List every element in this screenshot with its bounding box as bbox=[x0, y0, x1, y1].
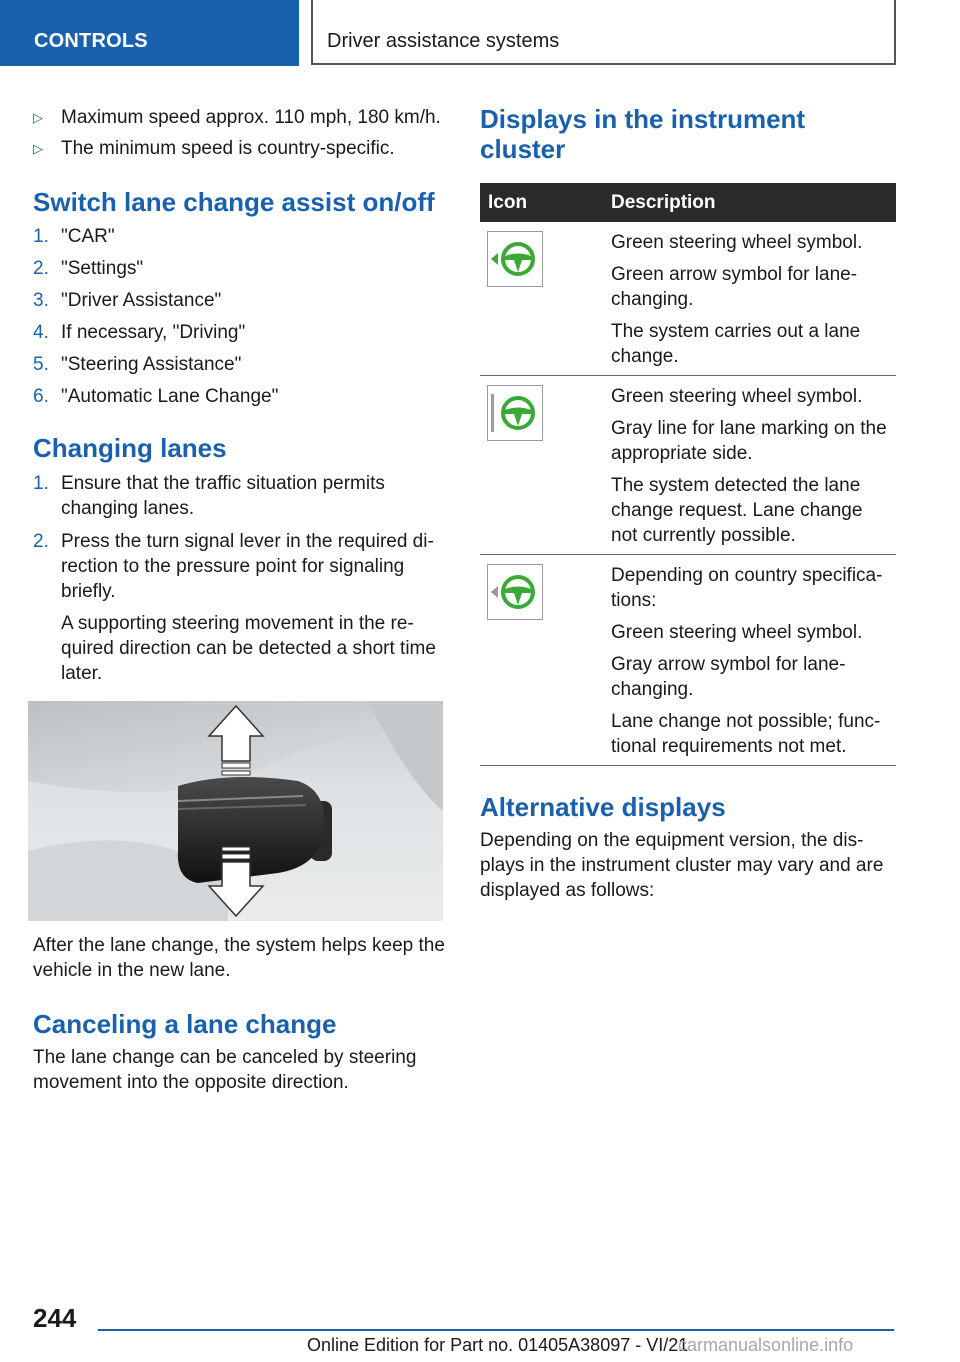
step-item-cont: changing lanes. bbox=[61, 498, 195, 519]
heading-switch-lane-change: Switch lane change assist on/off bbox=[33, 187, 435, 217]
row2-desc: appropriate side. bbox=[611, 443, 753, 464]
step-number: 1. bbox=[33, 473, 49, 494]
row1-desc: change. bbox=[611, 346, 679, 367]
step-number: 1. bbox=[33, 226, 49, 247]
cancel-text: The lane change can be canceled by steering bbox=[33, 1047, 417, 1068]
steering-wheel-arrow-gray-icon bbox=[487, 564, 543, 620]
alt-text-cont: plays in the instrument cluster may vary and are bbox=[480, 855, 884, 876]
step-note: A supporting steering movement in the re- bbox=[61, 613, 414, 634]
steering-wheel-arrow-green-icon bbox=[487, 231, 543, 287]
row1-desc: The system carries out a lane bbox=[611, 321, 861, 342]
table-row-divider bbox=[480, 554, 896, 555]
row3-desc: Green steering wheel symbol. bbox=[611, 622, 863, 643]
steering-wheel-lane-gray-icon bbox=[487, 385, 543, 441]
after-change-text: After the lane change, the system helps keep the bbox=[33, 935, 445, 956]
bullet-triangle-icon: ▷ bbox=[33, 110, 43, 125]
bullet-triangle-icon: ▷ bbox=[33, 141, 43, 156]
bullet-item: Maximum speed approx. 110 mph, 180 km/h. bbox=[61, 107, 441, 128]
heading-displays-cont: cluster bbox=[480, 134, 566, 164]
turn-signal-lever-illustration bbox=[28, 701, 443, 921]
step-item: Press the turn signal lever in the required di- bbox=[61, 531, 434, 552]
alt-text: Depending on the equipment version, the dis- bbox=[480, 830, 864, 851]
step-number: 2. bbox=[33, 531, 49, 552]
step-item: "Automatic Lane Change" bbox=[61, 386, 279, 407]
step-item: If necessary, "Driving" bbox=[61, 322, 246, 343]
row3-desc: tional requirements not met. bbox=[611, 736, 847, 757]
table-header-description: Description bbox=[611, 192, 716, 213]
row3-desc: changing. bbox=[611, 679, 694, 700]
step-item: "Steering Assistance" bbox=[61, 354, 242, 375]
step-item: "CAR" bbox=[61, 226, 115, 247]
alt-text-cont: displayed as follows: bbox=[480, 880, 655, 901]
step-number: 2. bbox=[33, 258, 49, 279]
footer-edition: Online Edition for Part no. 01405A38097 - VI/21 bbox=[307, 1335, 689, 1355]
step-item-cont: briefly. bbox=[61, 581, 116, 602]
watermark: carmanualsonline.info bbox=[678, 1335, 854, 1355]
step-number: 5. bbox=[33, 354, 49, 375]
row1-desc: Green steering wheel symbol. bbox=[611, 232, 863, 253]
heading-canceling-lane-change: Canceling a lane change bbox=[33, 1009, 337, 1039]
row1-desc: Green arrow symbol for lane- bbox=[611, 264, 858, 285]
step-note-cont: later. bbox=[61, 663, 103, 684]
row3-desc: Gray arrow symbol for lane- bbox=[611, 654, 846, 675]
table-header-icon: Icon bbox=[488, 192, 528, 213]
row3-desc: Depending on country specifica- bbox=[611, 565, 883, 586]
page-number: 244 bbox=[33, 1303, 77, 1333]
row3-desc: tions: bbox=[611, 590, 657, 611]
row3-desc: Lane change not possible; func- bbox=[611, 711, 881, 732]
bullet-item: The minimum speed is country-specific. bbox=[61, 138, 395, 159]
row2-desc: The system detected the lane bbox=[611, 475, 861, 496]
heading-changing-lanes: Changing lanes bbox=[33, 433, 227, 463]
cancel-text-cont: movement into the opposite direction. bbox=[33, 1072, 349, 1093]
step-number: 6. bbox=[33, 386, 49, 407]
row2-desc: Green steering wheel symbol. bbox=[611, 386, 863, 407]
step-item: "Driver Assistance" bbox=[61, 290, 222, 311]
row2-desc: Gray line for lane marking on the bbox=[611, 418, 887, 439]
turn-signal-lever-image bbox=[28, 701, 443, 921]
row2-desc: not currently possible. bbox=[611, 525, 796, 546]
table-header bbox=[480, 183, 896, 222]
step-item: Ensure that the traffic situation permits bbox=[61, 473, 385, 494]
heading-alternative-displays: Alternative displays bbox=[480, 792, 726, 822]
step-item: "Settings" bbox=[61, 258, 144, 279]
step-number: 3. bbox=[33, 290, 49, 311]
step-note-cont: quired direction can be detected a short time bbox=[61, 638, 436, 659]
row2-desc: change request. Lane change bbox=[611, 500, 863, 521]
after-change-text-cont: vehicle in the new lane. bbox=[33, 960, 231, 981]
chapter-title: Driver assistance systems bbox=[311, 0, 896, 65]
row1-desc: changing. bbox=[611, 289, 694, 310]
section-tab: CONTROLS bbox=[0, 0, 299, 66]
heading-displays: Displays in the instrument bbox=[480, 104, 806, 134]
table-row-divider bbox=[480, 375, 896, 376]
table-row-divider bbox=[480, 765, 896, 766]
step-item-cont: rection to the pressure point for signaling bbox=[61, 556, 405, 577]
step-number: 4. bbox=[33, 322, 49, 343]
footer-divider bbox=[98, 1329, 894, 1331]
